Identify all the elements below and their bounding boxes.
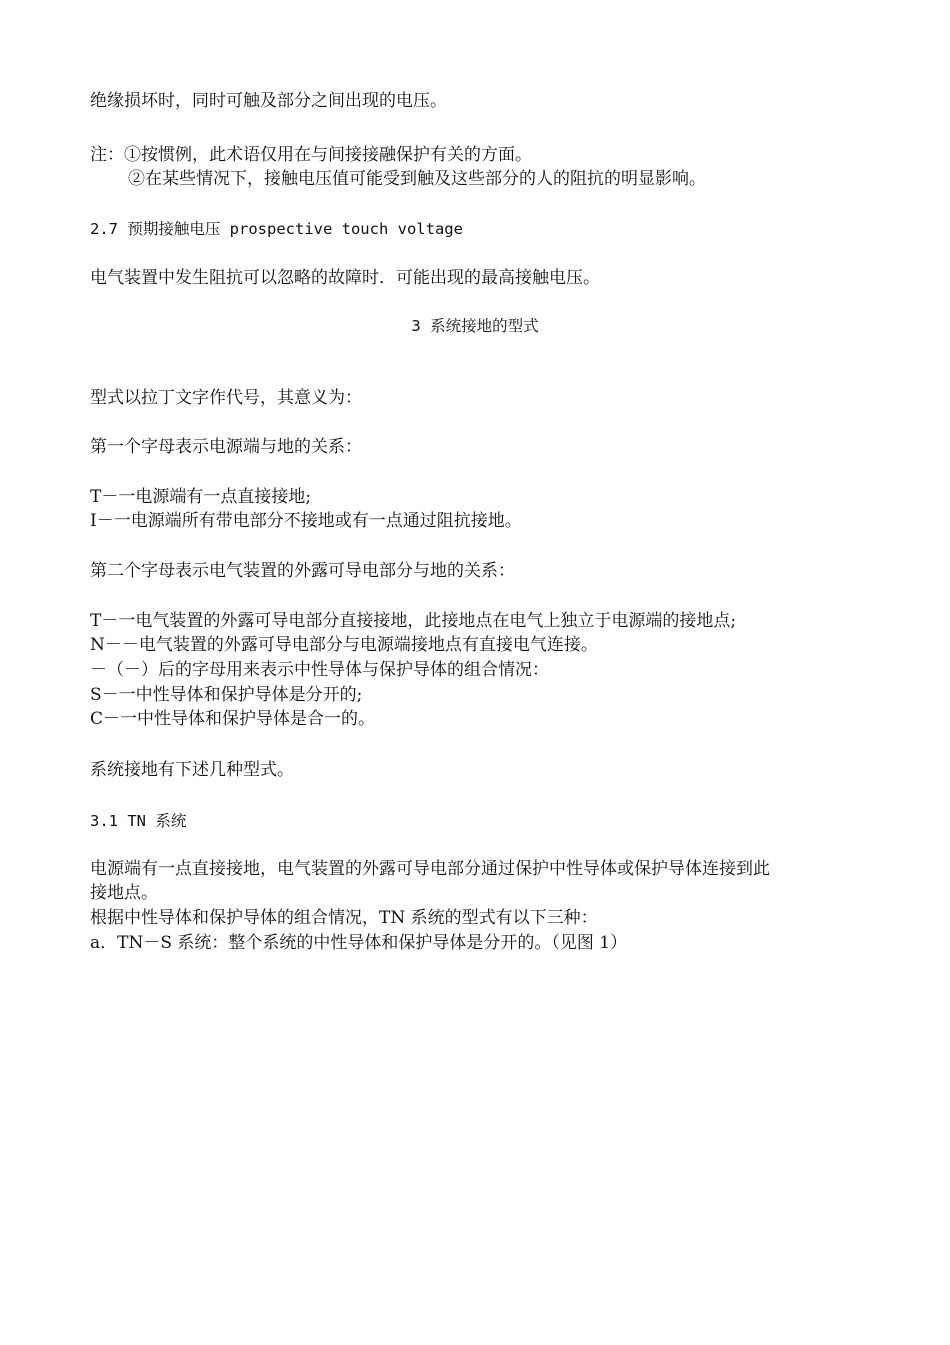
list-item: S－一中性导体和保护导体是分开的;: [90, 685, 363, 705]
list-item: I－一电源端所有带电部分不接地或有一点通过阻抗接地。: [90, 511, 522, 531]
note-line: ②在某些情况下，接触电压值可能受到触及这些部分的人的阻抗的明显影响。: [128, 169, 706, 189]
list-item: C－一中性导体和保护导体是合一的。: [90, 709, 376, 729]
section-heading: 3.1 TN 系统: [90, 812, 187, 830]
paragraph: 电气装置中发生阻抗可以忽略的故障时．可能出现的最高接触电压。: [90, 268, 600, 288]
list-item: N－－电气装置的外露可导电部分与电源端接地点有直接电气连接。: [90, 635, 598, 655]
paragraph: －（－）后的字母用来表示中性导体与保护导体的组合情况：: [90, 660, 549, 680]
chapter-heading: 3 系统接地的型式: [411, 317, 539, 335]
paragraph: 根据中性导体和保护导体的组合情况，TN 系统的型式有以下三种：: [90, 908, 598, 928]
section-heading: 2.7 预期接触电压 prospective touch voltage: [90, 220, 463, 238]
list-item: T－一电源端有一点直接接地;: [90, 487, 312, 507]
paragraph: 电源端有一点直接接地，电气装置的外露可导电部分通过保护中性导体或保护导体连接到此: [90, 859, 770, 879]
paragraph: 系统接地有下述几种型式。: [90, 760, 294, 780]
paragraph: 第一个字母表示电源端与地的关系：: [90, 437, 362, 457]
paragraph: 接地点。: [90, 883, 158, 903]
note-line: 注：①按惯例，此术语仅用在与间接接融保护有关的方面。: [90, 145, 532, 165]
paragraph: 型式以拉丁文字作代号，其意义为：: [90, 388, 362, 408]
list-item: a．TN－S 系统：整个系统的中性导体和保护导体是分开的。（见图 1）: [90, 933, 628, 953]
paragraph: 绝缘损坏时，同时可触及部分之间出现的电压。: [90, 91, 447, 111]
paragraph: 第二个字母表示电气装置的外露可导电部分与地的关系：: [90, 561, 515, 581]
list-item: T－一电气装置的外露可导电部分直接接地，此接地点在电气上独立于电源端的接地点;: [90, 611, 737, 631]
